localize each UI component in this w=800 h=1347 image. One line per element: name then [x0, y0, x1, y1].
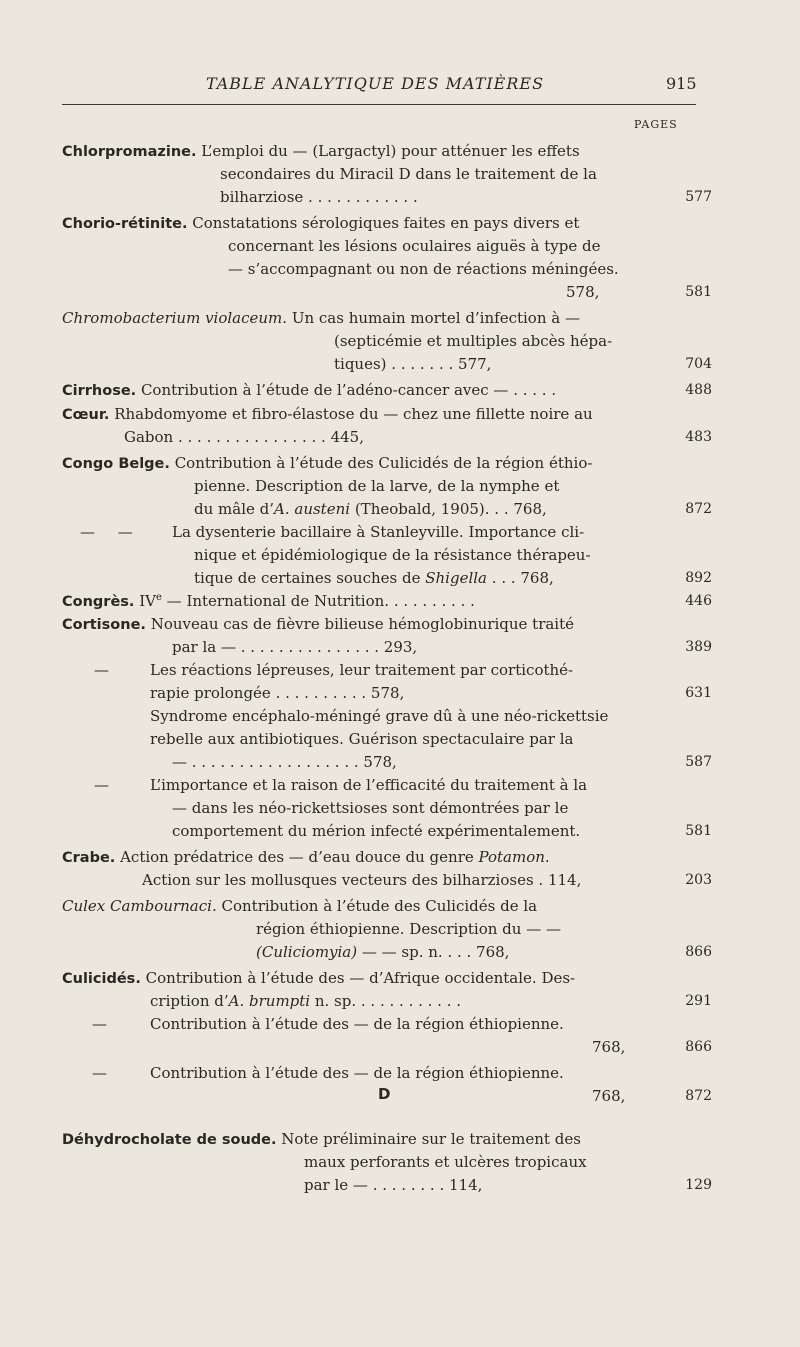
headword: Congrès. — [62, 594, 135, 610]
ordinal-suffix: e — [155, 592, 162, 603]
headword: Chromobacterium violaceum. — [62, 309, 288, 327]
entry-congres — [62, 590, 712, 613]
entry-text: — — sp. n. . . . 768, — [357, 943, 510, 961]
entry-text: Gabon . . . . . . . . . . . . . . . . 445, — [124, 428, 364, 446]
entry-text: Contribution à l’étude de l’adéno-cancer avec — . . . . . — [140, 381, 557, 399]
page-ref: 631 — [685, 685, 712, 701]
entry-text: — . . . . . . . . . . . . . . . . . . 578, — [172, 753, 397, 771]
subgenus-name: (Culiciomyia) — [256, 943, 358, 961]
entry-text: La dysenterie bacillaire à Stanleyville. Importance cli- — [172, 523, 585, 541]
entry-text: rebelle aux antibiotiques. Guérison spectaculaire par la — [150, 730, 574, 748]
repeat-dash: — — [92, 1064, 107, 1082]
entry-text: Contribution à l’étude des Culicidés de la — [221, 897, 538, 915]
headword: Cirrhose. — [62, 383, 137, 399]
entry-text: 578, — [566, 283, 600, 301]
entry-chlorpromazine — [62, 140, 712, 209]
page-ref: 704 — [685, 356, 712, 372]
entry-text: L’importance et la raison de l’efficacité du traitement à la — [150, 776, 588, 794]
entry-text: secondaires du Miracil D dans le traitement de la — [220, 165, 597, 183]
entry-congo-belge — [62, 452, 712, 590]
page-ref: 892 — [685, 570, 712, 586]
entry-dehydrocholate — [62, 1128, 712, 1197]
entry-text: rapie prolongée . . . . . . . . . . 578, — [150, 684, 405, 702]
entry-text: (septicémie et multiples abcès hépa- — [334, 332, 613, 350]
entry-cortisone — [62, 613, 712, 843]
page-number: 915 — [666, 74, 697, 93]
entry-text: tique de certaines souches de — [194, 569, 426, 587]
entry-chromobacterium — [62, 307, 712, 376]
entry-text: Rhabdomyome et fibro-élastose du — chez une fillette noire au — [114, 405, 593, 423]
page-ref: 872 — [685, 501, 712, 517]
headword: Culicidés. — [62, 971, 141, 987]
page-ref: 389 — [685, 639, 712, 655]
headword: Cortisone. — [62, 617, 146, 633]
repeat-dash: — — [94, 661, 109, 679]
page-ref: 866 — [685, 944, 712, 960]
headword: Chorio-rétinite. — [62, 216, 188, 232]
species-name: Shigella — [425, 569, 488, 587]
page-ref: 129 — [685, 1177, 712, 1193]
entry-text: n. sp. . . . . . . . . . . . — [310, 992, 462, 1010]
entry-coeur — [62, 403, 712, 449]
entry-text: — s’accompagnant ou non de réactions méningées. — [228, 260, 619, 278]
entry-text: Un cas humain mortel d’infection à — — [291, 309, 580, 327]
entry-cirrhose — [62, 379, 712, 402]
entry-crabe — [62, 846, 712, 892]
headword: Cœur. — [62, 407, 110, 423]
species-name: A. brumpti — [228, 992, 311, 1010]
entry-text: maux perforants et ulcères tropicaux — [304, 1153, 587, 1171]
header-rule — [62, 104, 696, 105]
entry-text: bilharziose . . . . . . . . . . . . — [220, 188, 418, 206]
entry-culex-cambournaci — [62, 895, 712, 964]
entry-text: (Theobald, 1905). . . 768, — [350, 500, 547, 518]
headword: Congo Belge. — [62, 456, 170, 472]
entry-text: par le — . . . . . . . . 114, — [304, 1176, 483, 1194]
entry-text: 768, — [592, 1038, 626, 1056]
entry-text: du mâle d’ — [194, 500, 275, 518]
entry-text: Syndrome encéphalo-méningé grave dû à une néo-rickettsie — [150, 707, 609, 725]
entry-text: concernant les lésions oculaires aiguës à type de — [228, 237, 601, 255]
entry-text: Contribution à l’étude des — d’Afrique occidentale. Des- — [145, 969, 576, 987]
headword: Chlorpromazine. — [62, 144, 197, 160]
entry-text: région éthiopienne. Description du — — — [256, 920, 561, 938]
entry-text: 768, — [592, 1087, 626, 1105]
repeat-dash: — — [94, 776, 109, 794]
entry-text: Action sur les mollusques vecteurs des bilharzioses . 114, — [142, 871, 582, 889]
entry-text: Nouveau cas de fièvre bilieuse hémoglobinurique traité — [150, 615, 575, 633]
entry-text: comportement du mérion infecté expérimentalement. — [172, 822, 581, 840]
page-ref: 577 — [685, 189, 712, 205]
repeat-dash: — — — [80, 523, 133, 541]
page-ref: 488 — [685, 382, 712, 398]
entry-text: IV — [139, 592, 156, 610]
section-letter: D — [378, 1085, 391, 1103]
entry-text: Les réactions lépreuses, leur traitement par corticothé- — [150, 661, 574, 679]
page-ref: 483 — [685, 429, 712, 445]
page-ref: 581 — [685, 284, 712, 300]
headword: Déhydrocholate de soude. — [62, 1132, 277, 1148]
running-title: TABLE ANALYTIQUE DES MATIÈRES — [205, 74, 545, 93]
entry-text: . . . 768, — [487, 569, 554, 587]
page-ref: 291 — [685, 993, 712, 1009]
repeat-dash: — — [92, 1015, 107, 1033]
entry-text: Contribution à l’étude des — de la région éthiopienne. — [150, 1015, 564, 1033]
headword: Culex Cambournaci. — [62, 897, 217, 915]
page-ref: 203 — [685, 872, 712, 888]
headword: Crabe. — [62, 850, 116, 866]
genus-name: Potamon. — [478, 848, 550, 866]
entry-text: — dans les néo-rickettsioses sont démontrées par le — [172, 799, 569, 817]
entry-text: Constatations sérologiques faites en pays divers et — [192, 214, 580, 232]
entry-text: L’emploi du — (Largactyl) pour atténuer les effets — [201, 142, 580, 160]
entry-chorio-retinite — [62, 212, 712, 304]
page-ref: 587 — [685, 754, 712, 770]
entry-text: Action prédatrice des — d’eau douce du genre — [120, 848, 479, 866]
entry-text: pienne. Description de la larve, de la nymphe et — [194, 477, 560, 495]
pages-column-label: PAGES — [634, 118, 678, 131]
entry-text: — International de Nutrition. . . . . . . . . . — [161, 592, 475, 610]
index-entries — [62, 140, 712, 1108]
page-ref: 581 — [685, 823, 712, 839]
entry-text: cription d’ — [150, 992, 229, 1010]
entry-text: Note préliminaire sur le traitement des — [281, 1130, 581, 1148]
entry-text: tiques) . . . . . . . 577, — [334, 355, 492, 373]
species-name: A. austeni — [274, 500, 351, 518]
entry-text: nique et épidémiologique de la résistance thérapeu- — [194, 546, 591, 564]
entry-text: Contribution à l’étude des — de la région éthiopienne. — [150, 1064, 564, 1082]
entry-text: par la — . . . . . . . . . . . . . . . 293, — [172, 638, 418, 656]
page-ref: 866 — [685, 1039, 712, 1055]
page-ref: 446 — [685, 593, 712, 609]
entry-text: Contribution à l’étude des Culicidés de la région éthio- — [174, 454, 593, 472]
page-ref: 872 — [685, 1088, 712, 1104]
